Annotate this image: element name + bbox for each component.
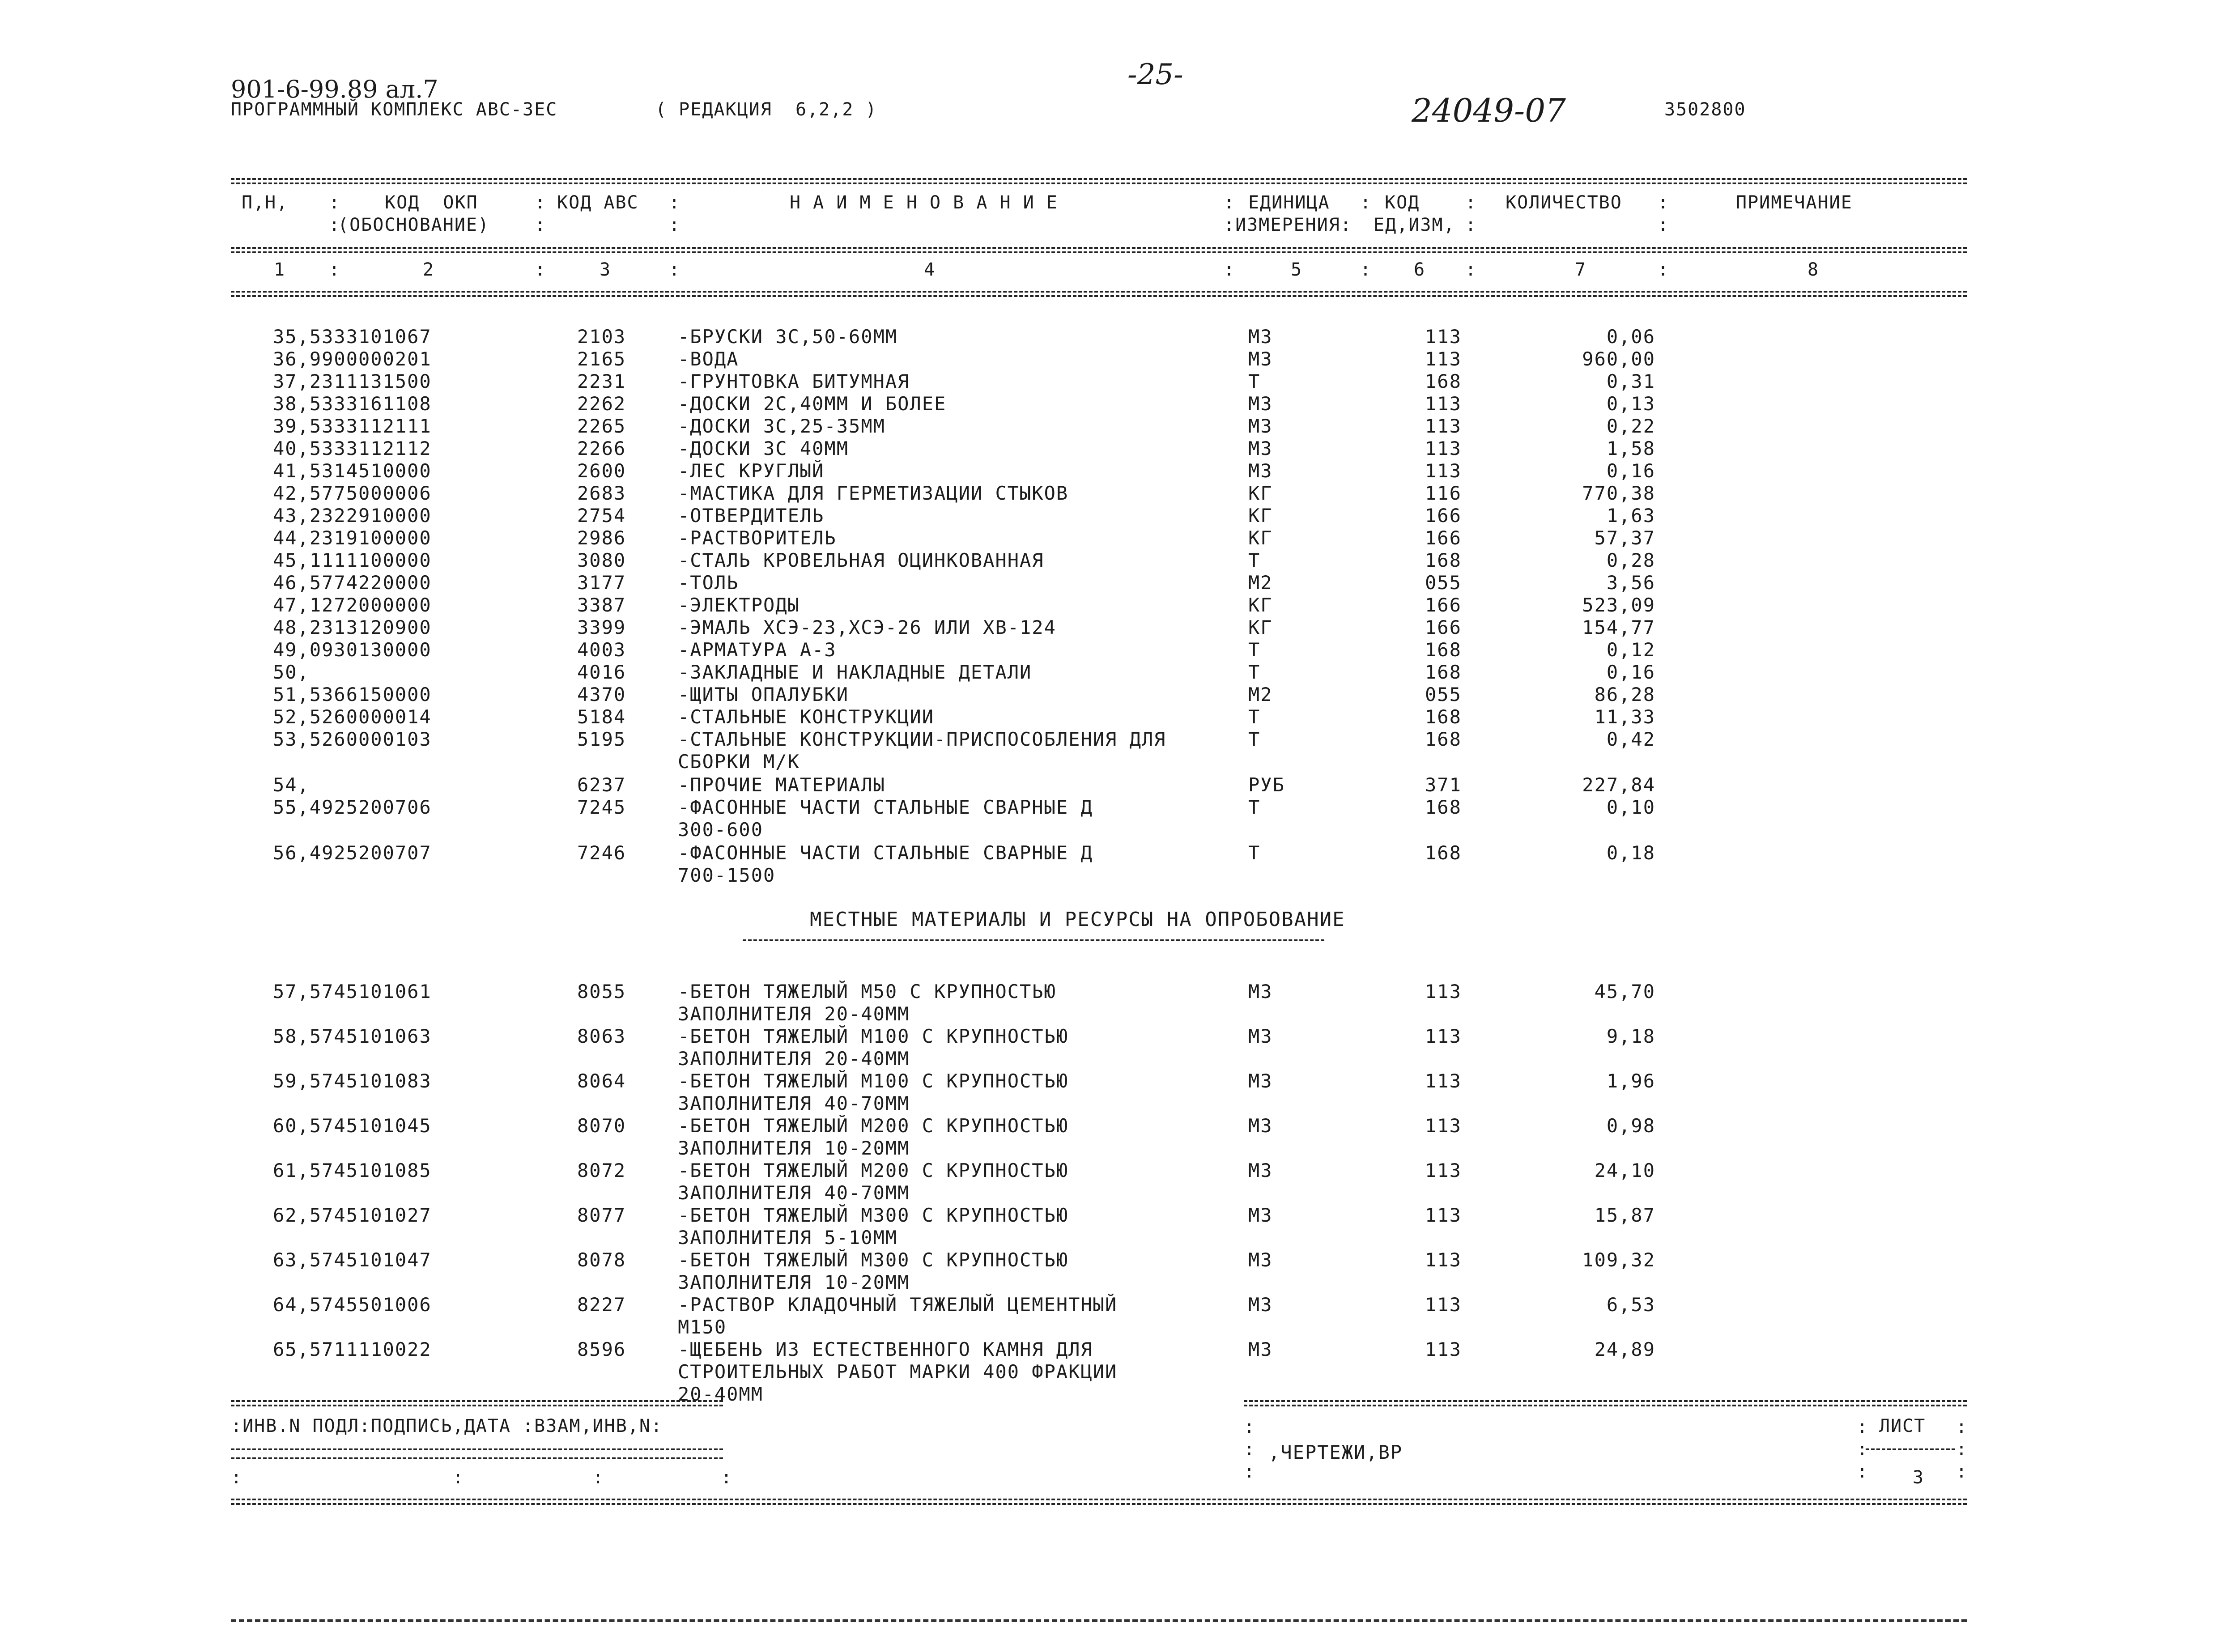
row-unit: М3 [1248, 1294, 1273, 1316]
row-unit-code: 116 [1425, 482, 1462, 504]
row-position-code: 38,5333161108 [273, 393, 432, 415]
col-separator: : [329, 192, 341, 213]
row-position-code: 53,5260000103 [273, 728, 432, 750]
row-name-line: -МАСТИКА ДЛЯ ГЕРМЕТИЗАЦИИ СТЫКОВ [678, 482, 1069, 504]
row-position-code: 63,5745101047 [273, 1249, 432, 1271]
row-position-code: 64,5745501006 [273, 1294, 432, 1316]
col-separator: : [669, 215, 681, 235]
drawing-label: ,ЧЕРТЕЖИ,ВР [1268, 1441, 1403, 1463]
row-name-line: 300-600 [678, 819, 764, 841]
row-unit: М3 [1248, 1115, 1273, 1137]
row-unit: Т [1248, 549, 1261, 571]
row-quantity: 0,18 [1606, 842, 1655, 864]
col-separator: : [1360, 259, 1372, 280]
header-top-rule [231, 178, 1967, 180]
row-unit-code: 113 [1425, 348, 1462, 370]
col-separator: : [1658, 192, 1670, 213]
row-name-line: ЗАПОЛНИТЕЛЯ 10-20ММ [678, 1271, 910, 1293]
row-unit: М2 [1248, 572, 1273, 594]
row-name-line: -БРУСКИ 3С,50-60ММ [678, 326, 898, 348]
row-unit: М3 [1248, 326, 1273, 348]
row-abc-code: 2683 [577, 482, 626, 504]
col-unit-subheader-text: ИЗМЕРЕНИЯ [1235, 215, 1340, 235]
row-quantity: 24,89 [1594, 1338, 1655, 1360]
row-unit: М3 [1248, 1070, 1273, 1092]
row-name-line: -БЕТОН ТЯЖЕЛЫЙ М200 С КРУПНОСТЬЮ [678, 1159, 1069, 1181]
row-quantity: 86,28 [1594, 684, 1655, 705]
row-unit: КГ [1248, 527, 1273, 549]
row-abc-code: 2754 [577, 505, 626, 527]
row-quantity: 45,70 [1594, 981, 1655, 1002]
row-abc-code: 4003 [577, 639, 626, 661]
row-quantity: 0,98 [1606, 1115, 1655, 1137]
col-okp-subheader: (ОБОСНОВАНИЕ) [338, 215, 490, 235]
row-unit-code: 168 [1425, 728, 1462, 750]
row-quantity: 24,10 [1594, 1159, 1655, 1181]
row-unit-code: 168 [1425, 549, 1462, 571]
col-separator: : [535, 259, 547, 280]
col-number: 7 [1575, 259, 1587, 280]
col-separator: : [1360, 192, 1372, 213]
col-separator: : [669, 259, 681, 280]
row-unit-code: 168 [1425, 661, 1462, 683]
sheet-label: ЛИСТ [1879, 1416, 1926, 1436]
document-code: 901-6-99.89 ал.7 [231, 75, 438, 103]
row-quantity: 960,00 [1582, 348, 1655, 370]
header-bottom-rule [231, 291, 1967, 293]
row-abc-code: 2265 [577, 415, 626, 437]
row-quantity: 0,42 [1606, 728, 1655, 750]
row-unit-code: 166 [1425, 594, 1462, 616]
row-position-code: 56,4925200707 [273, 842, 432, 864]
row-position-code: 60,5745101045 [273, 1115, 432, 1137]
col-name-header: Н А И М Е Н О В А Н И Е [790, 192, 1058, 213]
col-separator: : [1224, 192, 1236, 213]
row-quantity: 6,53 [1606, 1294, 1655, 1316]
row-unit-code: 168 [1425, 706, 1462, 728]
col-separator: : [1224, 259, 1236, 280]
row-name-line: -ДОСКИ 3С 40ММ [678, 437, 849, 459]
row-quantity: 0,13 [1606, 393, 1655, 415]
row-abc-code: 2103 [577, 326, 626, 348]
row-unit: КГ [1248, 505, 1273, 527]
col-separator: : [329, 259, 341, 280]
row-position-code: 65,5711110022 [273, 1338, 432, 1360]
row-quantity: 3,56 [1606, 572, 1655, 594]
row-unit-code: 168 [1425, 842, 1462, 864]
row-position-code: 62,5745101027 [273, 1204, 432, 1226]
col-qty-header: КОЛИЧЕСТВО [1506, 192, 1622, 213]
row-name-line: -РАСТВОР КЛАДОЧНЫЙ ТЯЖЕЛЫЙ ЦЕМЕНТНЫЙ [678, 1294, 1118, 1316]
row-unit: М3 [1248, 981, 1273, 1002]
row-position-code: 44,2319100000 [273, 527, 432, 549]
sheet-number: 3 [1913, 1467, 1925, 1488]
row-name-line: -БЕТОН ТЯЖЕЛЫЙ М300 С КРУПНОСТЬЮ [678, 1204, 1069, 1226]
row-unit-code: 168 [1425, 370, 1462, 392]
row-name-line: -СТАЛЬНЫЕ КОНСТРУКЦИИ-ПРИСПОСОБЛЕНИЯ ДЛЯ [678, 728, 1166, 750]
stamp-header: :ИНВ.N ПОДЛ:ПОДПИСЬ,ДАТА :ВЗАМ,ИНВ,N: [231, 1416, 663, 1436]
row-quantity: 0,28 [1606, 549, 1655, 571]
row-abc-code: 2231 [577, 370, 626, 392]
row-quantity: 57,37 [1594, 527, 1655, 549]
row-unit: Т [1248, 639, 1261, 661]
col-separator: : [1465, 259, 1477, 280]
row-unit: Т [1248, 661, 1261, 683]
row-position-code: 39,5333112111 [273, 415, 432, 437]
row-abc-code: 8227 [577, 1294, 626, 1316]
row-position-code: 47,1272000000 [273, 594, 432, 616]
row-abc-code: 2266 [577, 437, 626, 459]
row-quantity: 770,38 [1582, 482, 1655, 504]
row-name-line: -ЩЕБЕНЬ ИЗ ЕСТЕСТВЕННОГО КАМНЯ ДЛЯ [678, 1338, 1093, 1360]
row-name-line: -СТАЛЬНЫЕ КОНСТРУКЦИИ [678, 706, 935, 728]
row-position-code: 58,5745101063 [273, 1025, 432, 1047]
row-name-line: ЗАПОЛНИТЕЛЯ 40-70ММ [678, 1182, 910, 1204]
row-unit: М3 [1248, 1204, 1273, 1226]
row-name-line: -БЕТОН ТЯЖЕЛЫЙ М50 С КРУПНОСТЬЮ [678, 981, 1056, 1002]
row-position-code: 51,5366150000 [273, 684, 432, 705]
row-unit: М3 [1248, 1159, 1273, 1181]
col-number: 6 [1414, 259, 1426, 280]
row-abc-code: 3387 [577, 594, 626, 616]
stamp-rule-2 [231, 1457, 723, 1459]
row-unit-code: 113 [1425, 1115, 1462, 1137]
row-name-line: -ОТВЕРДИТЕЛЬ [678, 505, 825, 527]
row-quantity: 15,87 [1594, 1204, 1655, 1226]
col-unit-subheader: :ИЗМЕРЕНИЯ: [1224, 215, 1352, 235]
row-position-code: 36,9900000201 [273, 348, 432, 370]
col-pn-header: П,Н, [242, 192, 289, 213]
row-unit: Т [1248, 370, 1261, 392]
col-number: 5 [1291, 259, 1303, 280]
row-quantity: 109,32 [1582, 1249, 1655, 1271]
row-quantity: 11,33 [1594, 706, 1655, 728]
row-quantity: 0,22 [1606, 415, 1655, 437]
row-name-line: СТРОИТЕЛЬНЫХ РАБОТ МАРКИ 400 ФРАКЦИИ [678, 1361, 1118, 1383]
row-name-line: -ДОСКИ 2С,40ММ И БОЛЕЕ [678, 393, 947, 415]
row-name-line: ЗАПОЛНИТЕЛЯ 20-40ММ [678, 1048, 910, 1070]
col-separator: : [535, 192, 547, 213]
row-unit-code: 166 [1425, 616, 1462, 638]
row-abc-code: 6237 [577, 774, 626, 796]
col-separator: : [1465, 215, 1477, 235]
row-abc-code: 8077 [577, 1204, 626, 1226]
row-position-code: 40,5333112112 [273, 437, 432, 459]
col-separator: : [669, 192, 681, 213]
row-position-code: 55,4925200706 [273, 796, 432, 818]
row-quantity: 523,09 [1582, 594, 1655, 616]
row-abc-code: 2165 [577, 348, 626, 370]
row-unit: М3 [1248, 437, 1273, 459]
row-abc-code: 8596 [577, 1338, 626, 1360]
row-name-line: -СТАЛЬ КРОВЕЛЬНАЯ ОЦИНКОВАННАЯ [678, 549, 1044, 571]
row-unit-code: 113 [1425, 393, 1462, 415]
row-name-line: -ЛЕС КРУГЛЫЙ [678, 460, 825, 482]
sheet-box-left: : : : [1857, 1417, 1869, 1482]
row-name-line: 700-1500 [678, 864, 776, 886]
row-name-line: ЗАПОЛНИТЕЛЯ 5-10ММ [678, 1227, 898, 1249]
row-unit: КГ [1248, 594, 1273, 616]
col-number: 4 [924, 259, 936, 280]
row-quantity: 1,96 [1606, 1070, 1655, 1092]
row-position-code: 41,5314510000 [273, 460, 432, 482]
stamp-divider: : : : [1244, 1417, 1256, 1482]
row-abc-code: 5184 [577, 706, 626, 728]
row-unit-code: 168 [1425, 796, 1462, 818]
header-mid-rule [231, 247, 1967, 249]
row-unit-code: 113 [1425, 326, 1462, 348]
row-name-line: -БЕТОН ТЯЖЕЛЫЙ М300 С КРУПНОСТЬЮ [678, 1249, 1069, 1271]
registration-number: 24049-07 [1412, 92, 1566, 129]
row-position-code: 48,2313120900 [273, 616, 432, 638]
col-number: 2 [423, 259, 435, 280]
row-unit-code: 113 [1425, 1204, 1462, 1226]
row-unit-code: 113 [1425, 1338, 1462, 1360]
row-name-line: -БЕТОН ТЯЖЕЛЫЙ М200 С КРУПНОСТЬЮ [678, 1115, 1069, 1137]
col-separator: : [329, 215, 341, 235]
row-unit-code: 113 [1425, 415, 1462, 437]
col-separator: : [1658, 215, 1670, 235]
row-name-line: -ЭМАЛЬ ХСЭ-23,ХСЭ-26 ИЛИ ХВ-124 [678, 616, 1056, 638]
row-unit-code: 113 [1425, 1249, 1462, 1271]
page-mark: -25- [1127, 58, 1183, 91]
row-unit-code: 166 [1425, 527, 1462, 549]
sheet-box-rule [1866, 1448, 1955, 1450]
row-unit: М3 [1248, 1249, 1273, 1271]
row-unit: КГ [1248, 482, 1273, 504]
row-unit-code: 168 [1425, 639, 1462, 661]
row-position-code: 37,2311131500 [273, 370, 432, 392]
row-quantity: 0,06 [1606, 326, 1655, 348]
row-name-line: -ТОЛЬ [678, 572, 739, 594]
row-abc-code: 5195 [577, 728, 626, 750]
row-quantity: 227,84 [1582, 774, 1655, 796]
row-abc-code: 2986 [577, 527, 626, 549]
row-quantity: 0,16 [1606, 661, 1655, 683]
row-unit: КГ [1248, 616, 1273, 638]
row-position-code: 54, [273, 774, 310, 796]
row-abc-code: 3399 [577, 616, 626, 638]
row-unit-code: 371 [1425, 774, 1462, 796]
row-position-code: 50, [273, 661, 310, 683]
col-separator: : [1658, 259, 1670, 280]
row-name-line: -ПРОЧИЕ МАТЕРИАЛЫ [678, 774, 885, 796]
row-name-line: -БЕТОН ТЯЖЕЛЫЙ М100 С КРУПНОСТЬЮ [678, 1070, 1069, 1092]
row-unit: Т [1248, 842, 1261, 864]
row-name-line: -ЩИТЫ ОПАЛУБКИ [678, 684, 849, 705]
row-name-line: СБОРКИ М/К [678, 751, 800, 773]
row-unit: М2 [1248, 684, 1273, 705]
footer-bottom-rule [231, 1499, 1967, 1500]
row-name-line: -ФАСОННЫЕ ЧАСТИ СТАЛЬНЫЕ СВАРНЫЕ Д [678, 842, 1093, 864]
col-separator: : [535, 215, 547, 235]
row-abc-code: 7245 [577, 796, 626, 818]
col-abc-header: КОД АВС [557, 192, 639, 213]
software-edition: ( РЕДАКЦИЯ 6,2,2 ) [655, 99, 877, 120]
row-name-line: -ЭЛЕКТРОДЫ [678, 594, 800, 616]
row-position-code: 49,0930130000 [273, 639, 432, 661]
row-quantity: 0,12 [1606, 639, 1655, 661]
row-unit-code: 166 [1425, 505, 1462, 527]
row-unit: Т [1248, 796, 1261, 818]
row-unit: Т [1248, 706, 1261, 728]
row-position-code: 45,1111100000 [273, 549, 432, 571]
row-unit: РУБ [1248, 774, 1285, 796]
row-name-line: -ВОДА [678, 348, 739, 370]
col-note-header: ПРИМЕЧАНИЕ [1736, 192, 1853, 213]
row-position-code: 57,5745101061 [273, 981, 432, 1002]
row-quantity: 9,18 [1606, 1025, 1655, 1047]
row-abc-code: 8063 [577, 1025, 626, 1047]
row-abc-code: 8070 [577, 1115, 626, 1137]
row-position-code: 61,5745101085 [273, 1159, 432, 1181]
stamp-cells: : : : : [231, 1467, 733, 1488]
row-name-line: ЗАПОЛНИТЕЛЯ 20-40ММ [678, 1003, 910, 1025]
section-title: МЕСТНЫЕ МАТЕРИАЛЫ И РЕСУРСЫ НА ОПРОБОВАНИЕ [810, 908, 1345, 931]
row-name-line: -ЗАКЛАДНЫЕ И НАКЛАДНЫЕ ДЕТАЛИ [678, 661, 1032, 683]
col-number: 1 [274, 259, 286, 280]
row-quantity: 1,63 [1606, 505, 1655, 527]
row-abc-code: 3177 [577, 572, 626, 594]
row-quantity: 0,31 [1606, 370, 1655, 392]
row-unit: М3 [1248, 415, 1273, 437]
row-unit-code: 113 [1425, 981, 1462, 1002]
section-title-underline [743, 939, 1324, 941]
row-abc-code: 4370 [577, 684, 626, 705]
row-unit: М3 [1248, 1025, 1273, 1047]
col-number: 8 [1807, 259, 1820, 280]
row-name-line: -ДОСКИ 3С,25-35ММ [678, 415, 885, 437]
code-right: 3502800 [1664, 99, 1746, 120]
row-quantity: 0,16 [1606, 460, 1655, 482]
row-unit: М3 [1248, 1338, 1273, 1360]
row-name-line: ЗАПОЛНИТЕЛЯ 10-20ММ [678, 1137, 910, 1159]
col-unitcode-subheader: ЕД,ИЗМ, [1374, 215, 1455, 235]
row-unit-code: 055 [1425, 572, 1462, 594]
row-name-line: -ФАСОННЫЕ ЧАСТИ СТАЛЬНЫЕ СВАРНЫЕ Д [678, 796, 1093, 818]
row-position-code: 46,5774220000 [273, 572, 432, 594]
row-name-line: -АРМАТУРА А-3 [678, 639, 837, 661]
row-abc-code: 2600 [577, 460, 626, 482]
software-name: ПРОГРАММНЫЙ КОМПЛЕКС АВС-3ЕС [231, 99, 558, 120]
row-quantity: 154,77 [1582, 616, 1655, 638]
bottom-dash-line [231, 1619, 1967, 1622]
row-unit-code: 113 [1425, 1159, 1462, 1181]
row-position-code: 35,5333101067 [273, 326, 432, 348]
row-unit-code: 113 [1425, 460, 1462, 482]
col-number: 3 [600, 259, 612, 280]
row-abc-code: 8064 [577, 1070, 626, 1092]
row-position-code: 43,2322910000 [273, 505, 432, 527]
row-abc-code: 4016 [577, 661, 626, 683]
row-abc-code: 3080 [577, 549, 626, 571]
row-name-line: 20-40ММ [678, 1383, 764, 1405]
row-abc-code: 7246 [577, 842, 626, 864]
row-unit-code: 055 [1425, 684, 1462, 705]
row-position-code: 42,5775000006 [273, 482, 432, 504]
row-position-code: 52,5260000014 [273, 706, 432, 728]
row-position-code: 59,5745101083 [273, 1070, 432, 1092]
row-name-line: М150 [678, 1316, 727, 1338]
row-abc-code: 8078 [577, 1249, 626, 1271]
col-okp-header: КОД ОКП [385, 192, 478, 213]
row-unit: М3 [1248, 393, 1273, 415]
row-unit-code: 113 [1425, 437, 1462, 459]
col-unitcode-header: КОД [1385, 192, 1420, 213]
col-unit-header: ЕДИНИЦА [1248, 192, 1330, 213]
row-abc-code: 2262 [577, 393, 626, 415]
sheet-box-right: : : : [1956, 1417, 1968, 1482]
row-unit-code: 113 [1425, 1294, 1462, 1316]
row-unit: Т [1248, 728, 1261, 750]
row-unit-code: 113 [1425, 1025, 1462, 1047]
row-abc-code: 8072 [577, 1159, 626, 1181]
row-unit: М3 [1248, 348, 1273, 370]
row-quantity: 1,58 [1606, 437, 1655, 459]
row-name-line: -БЕТОН ТЯЖЕЛЫЙ М100 С КРУПНОСТЬЮ [678, 1025, 1069, 1047]
footer-top-rule-right [1244, 1400, 1967, 1402]
row-name-line: -ГРУНТОВКА БИТУМНАЯ [678, 370, 910, 392]
row-name-line: ЗАПОЛНИТЕЛЯ 40-70ММ [678, 1092, 910, 1114]
row-unit-code: 113 [1425, 1070, 1462, 1092]
row-unit: М3 [1248, 460, 1273, 482]
row-abc-code: 8055 [577, 981, 626, 1002]
stamp-rule [231, 1448, 723, 1450]
footer-top-rule-left [231, 1400, 723, 1402]
row-quantity: 0,10 [1606, 796, 1655, 818]
col-separator: : [1465, 192, 1477, 213]
row-name-line: -РАСТВОРИТЕЛЬ [678, 527, 837, 549]
